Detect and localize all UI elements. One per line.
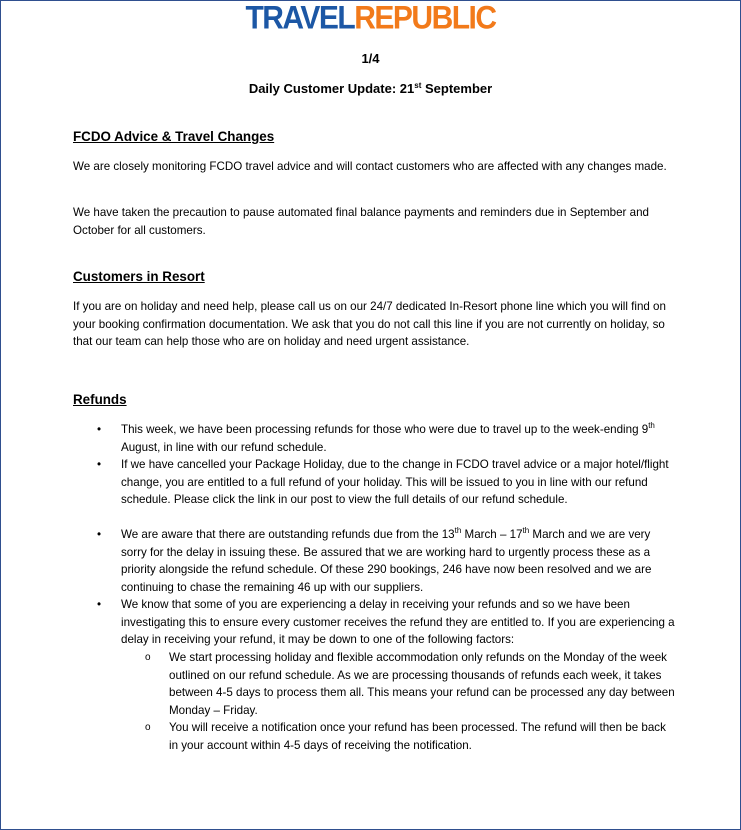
- ordinal-sup: th: [648, 421, 655, 430]
- logo-part-republic: REPUBLIC: [354, 0, 496, 37]
- refund-bullet-week-ending: [121, 421, 677, 456]
- bullet-text: March – 17: [461, 528, 523, 541]
- title-suffix: September: [421, 81, 493, 96]
- list-item: [97, 526, 677, 596]
- bullet-marker: •: [97, 528, 102, 541]
- sub-bullet-marker: o: [145, 722, 151, 733]
- travel-republic-logo: [1, 0, 740, 37]
- paragraph-fcdo-monitoring: We are closely monitoring FCDO travel advice and will contact customers who are affected with any changes made.: [73, 160, 667, 173]
- bullet-text: We are aware that there are outstanding refunds due from the 13: [121, 528, 455, 541]
- refund-subbullet-processing: We start processing holiday and flexible accommodation only refunds on the Monday of the week outlined on our refund schedule. As we are processing thousands of refunds each week, it takes between 4-5 days to process them all. This means your refund can be processed any day between Monday – Friday.: [169, 651, 675, 717]
- sub-bullet-marker: o: [145, 652, 151, 663]
- heading-customers-in-resort: Customers in Resort: [73, 269, 205, 284]
- bullet-text: March and we are very sorry for the delay in issuing these. Be assured that we are working hard to urgently process these as a priority alongside the refund schedule. Of these 290 bookings, 246 have now been resolved and we are continuing to chase the remaining 46 up with our suppliers.: [121, 528, 652, 594]
- paragraph-fcdo-payments: We have taken the precaution to pause automated final balance payments and reminders due in September and October for all customers.: [73, 206, 649, 237]
- title-ordinal: st: [414, 81, 422, 90]
- heading-fcdo: FCDO Advice & Travel Changes: [73, 129, 275, 144]
- list-item: [145, 719, 675, 754]
- refund-bullet-delay: We know that some of you are experiencing a delay in receiving your refunds and so we have been investigating this to ensure every customer receives the refund they are entitled to. If you are experiencing a delay in receiving your refund, it may be down to one of the following factors:: [121, 598, 675, 646]
- ordinal-sup: th: [454, 526, 462, 535]
- list-item: [97, 421, 677, 456]
- ordinal-sup: th: [522, 526, 530, 535]
- list-item: [97, 456, 677, 509]
- page-number: 1/4: [361, 51, 380, 66]
- logo-part-travel: TRAVEL: [245, 0, 355, 37]
- paragraph-resort-phone-line: If you are on holiday and need help, please call us on our 24/7 dedicated In-Resort phone line which you will find on your booking confirmation documentation. We ask that you do not call this line if you are not currently on holiday, so that our team can help those who are on holiday and need urgent assistance.: [73, 300, 666, 348]
- list-item: [145, 649, 675, 719]
- bullet-marker: •: [97, 423, 102, 436]
- refund-bullet-package-holiday: If we have cancelled your Package Holiday, due to the change in FCDO travel advice or a major hotel/flight change, you are entitled to a full refund of your holiday. This will be issued to you in line with our refund schedule. Please click the link in our post to view the full details of our refund schedule.: [121, 458, 669, 506]
- bullet-text: August, in line with our refund schedule.: [121, 440, 327, 454]
- refund-subbullet-notification: You will receive a notification once your refund has been processed. The refund will then be back in your account within 4-5 days of receiving the notification.: [169, 721, 666, 752]
- list-item: [97, 596, 677, 649]
- bullet-marker: •: [97, 598, 102, 611]
- bullet-text: This week, we have been processing refunds for those who were due to travel up to the week-ending 9: [121, 423, 649, 436]
- heading-refunds: Refunds: [73, 392, 127, 407]
- title-prefix: Daily Customer Update: 21: [248, 81, 415, 96]
- refund-bullet-outstanding: [121, 526, 677, 596]
- page-title: [1, 81, 740, 96]
- bullet-marker: •: [97, 458, 102, 471]
